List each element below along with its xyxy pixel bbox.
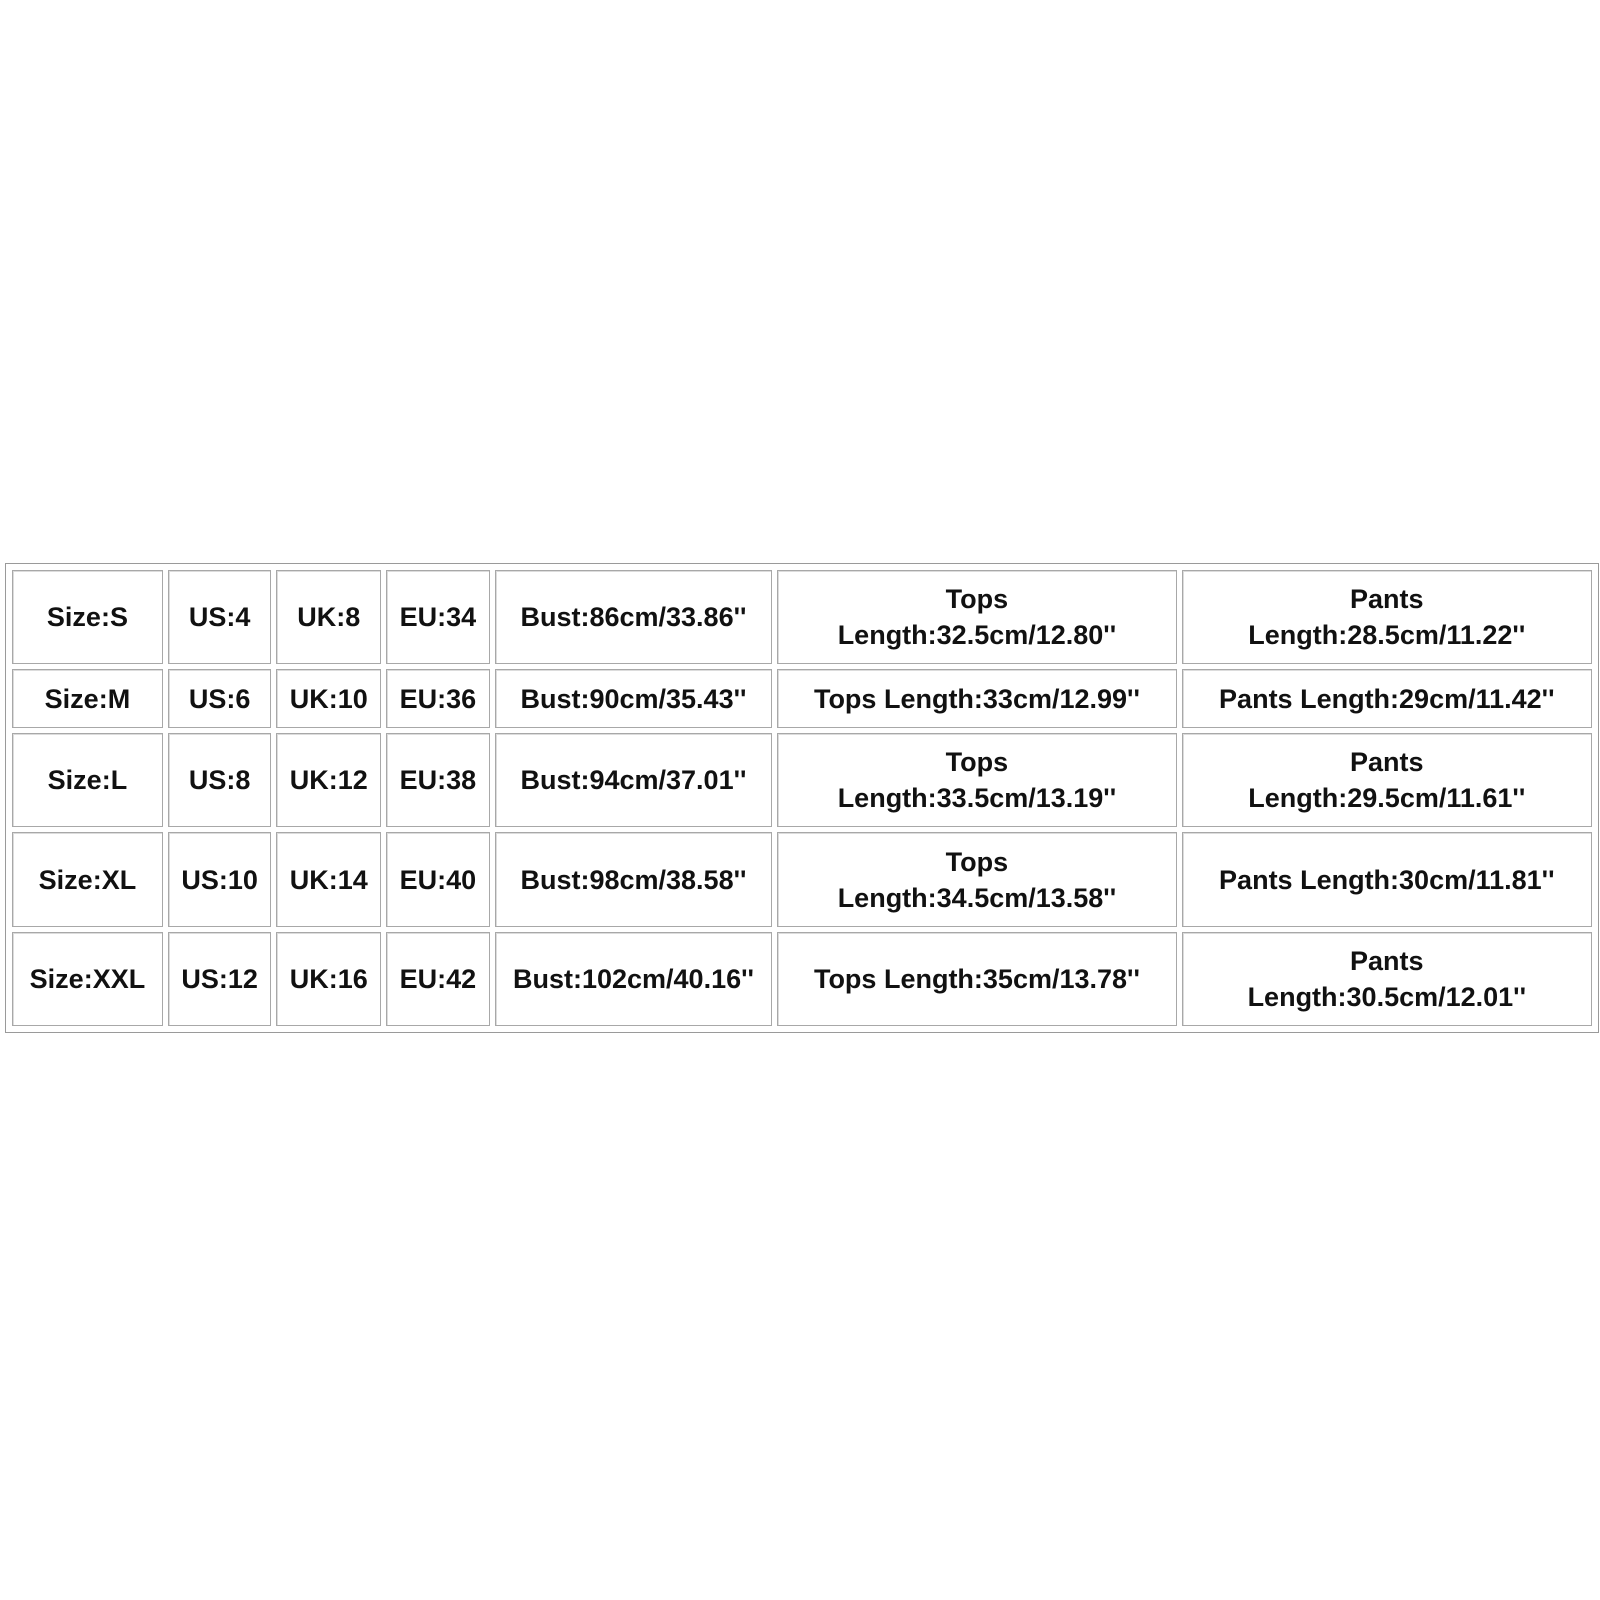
us-size-cell: US:8 [168,733,272,827]
size-row-xl [12,832,1592,926]
uk-size-cell: UK:10 [276,669,381,728]
pants-length-cell: Pants Length:30cm/11.81'' [1182,832,1592,926]
size-row-m [12,669,1592,728]
bust-cell: Bust:98cm/38.58'' [495,832,773,926]
size-row-s [12,570,1592,664]
bust-cell: Bust:102cm/40.16'' [495,932,773,1026]
size-cell: Size:L [12,733,163,827]
eu-size-cell: EU:38 [386,733,490,827]
size-cell: Size:M [12,669,163,728]
tops-length-cell: Tops Length:34.5cm/13.58'' [777,832,1176,926]
pants-length-cell: Pants Length:29.5cm/11.61'' [1182,733,1592,827]
bust-cell: Bust:86cm/33.86'' [495,570,773,664]
uk-size-cell: UK:12 [276,733,381,827]
size-cell: Size:XXL [12,932,163,1026]
pants-length-cell: Pants Length:29cm/11.42'' [1182,669,1592,728]
eu-size-cell: EU:42 [386,932,490,1026]
size-row-l [12,733,1592,827]
pants-length-cell: Pants Length:28.5cm/11.22'' [1182,570,1592,664]
pants-length-cell: Pants Length:30.5cm/12.01'' [1182,932,1592,1026]
us-size-cell: US:4 [168,570,272,664]
size-cell: Size:XL [12,832,163,926]
size-chart-table [7,565,1597,1031]
us-size-cell: US:6 [168,669,272,728]
uk-size-cell: UK:16 [276,932,381,1026]
us-size-cell: US:10 [168,832,272,926]
size-chart [5,563,1599,1033]
tops-length-cell: Tops Length:32.5cm/12.80'' [777,570,1176,664]
bust-cell: Bust:94cm/37.01'' [495,733,773,827]
tops-length-cell: Tops Length:33.5cm/13.19'' [777,733,1176,827]
eu-size-cell: EU:40 [386,832,490,926]
bust-cell: Bust:90cm/35.43'' [495,669,773,728]
size-cell: Size:S [12,570,163,664]
eu-size-cell: EU:36 [386,669,490,728]
tops-length-cell: Tops Length:33cm/12.99'' [777,669,1176,728]
uk-size-cell: UK:8 [276,570,381,664]
us-size-cell: US:12 [168,932,272,1026]
tops-length-cell: Tops Length:35cm/13.78'' [777,932,1176,1026]
eu-size-cell: EU:34 [386,570,490,664]
size-row-xxl [12,932,1592,1026]
uk-size-cell: UK:14 [276,832,381,926]
